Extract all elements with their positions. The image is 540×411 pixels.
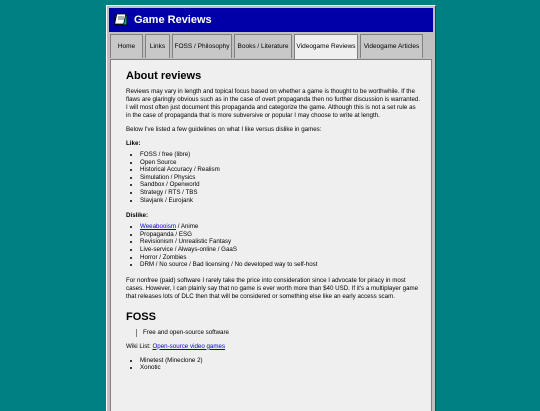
like-list bbox=[126, 151, 421, 204]
like-label: Like: bbox=[126, 140, 141, 147]
list-item: • FOSS / free (libre) bbox=[140, 151, 421, 159]
list-item: • Live-service / Always-online / GaaS bbox=[140, 246, 421, 254]
list-item: • Open Source bbox=[140, 159, 421, 167]
wiki-list-prefix: Wiki List: bbox=[126, 342, 153, 350]
about-paragraph-2: Below I've listed a few guidelines on what I like versus dislike in games: bbox=[126, 126, 322, 133]
list-item: • Propaganda / ESG bbox=[140, 231, 421, 239]
browser-window bbox=[106, 5, 436, 411]
list-item: • Strategy / RTS / TBS bbox=[140, 189, 421, 197]
foss-heading: FOSS bbox=[126, 310, 156, 323]
list-item: • Revisionism / Unrealistic Fantasy bbox=[140, 238, 421, 246]
wiki-list-line bbox=[126, 343, 421, 351]
tab-label: Home bbox=[117, 42, 136, 50]
tab-label: Links bbox=[149, 42, 166, 50]
tab-books-literature[interactable] bbox=[234, 34, 292, 58]
foss-list bbox=[126, 357, 421, 372]
tab-label: Videogame Articles bbox=[363, 42, 420, 50]
list-item: • Xonotic bbox=[140, 364, 421, 372]
about-heading: About reviews bbox=[126, 70, 202, 82]
dislike-label: Dislike: bbox=[126, 212, 149, 220]
list-item: • Historical Accuracy / Realism bbox=[140, 166, 421, 174]
list-item: • Sandbox / Openworld bbox=[140, 181, 421, 189]
title-bar bbox=[109, 8, 433, 32]
pricing-paragraph: For nonfree (paid) software I rarely take the price into consideration since I advocate for piracy in most cases. However, I can plainly say that no game is ever worth more than $40 USD. If it's a multiplayer game that releases lots of DLC then that will be considered or something else like an early access scam. bbox=[126, 276, 419, 300]
open-source-games-link[interactable]: Open-source video games bbox=[152, 342, 226, 350]
content-inner bbox=[126, 70, 421, 380]
list-item-text: / Anime bbox=[176, 223, 199, 231]
tab-label: FOSS / Philosophy bbox=[174, 42, 230, 50]
list-item: • Simulation / Physics bbox=[140, 174, 421, 182]
book-icon bbox=[114, 13, 128, 27]
about-paragraph-1: Reviews may vary in length and topical focus based on whether a game is thought to be worthwhile. If the flaws are glaringly obvious such as in the case of overt propaganda then no further discussion is warranted. I will most often just document this propaganda and categorize the game. Although this is not a set rule as in the case of propaganda that is more subversive or popular I may choose to write at length. bbox=[126, 88, 421, 119]
window-title: Game Reviews bbox=[134, 14, 212, 26]
foss-quote: Free and open-source software bbox=[136, 329, 421, 337]
tab-label: Videogame Reviews bbox=[296, 43, 356, 50]
list-item: • Minetest (Mineclone 2) bbox=[140, 357, 421, 365]
tab-videogame-reviews[interactable] bbox=[294, 34, 358, 59]
content-panel[interactable] bbox=[110, 59, 432, 411]
tab-label: Books / Literature bbox=[237, 42, 289, 50]
dislike-list bbox=[126, 223, 421, 269]
list-item bbox=[140, 223, 421, 231]
tab-home[interactable] bbox=[110, 34, 143, 58]
tab-videogame-articles[interactable] bbox=[360, 34, 423, 58]
weeabooism-link[interactable]: Weeabooism bbox=[140, 223, 176, 231]
tab-links[interactable] bbox=[145, 34, 170, 58]
tab-bar bbox=[110, 34, 425, 59]
list-item: • Horror / Zombies bbox=[140, 254, 421, 262]
tab-foss-philosophy[interactable] bbox=[172, 34, 232, 58]
list-item: • DRM / No source / Bad licensing / No developed way to self-host bbox=[140, 261, 421, 269]
list-item: • Slavjank / Eurojank bbox=[140, 197, 421, 205]
